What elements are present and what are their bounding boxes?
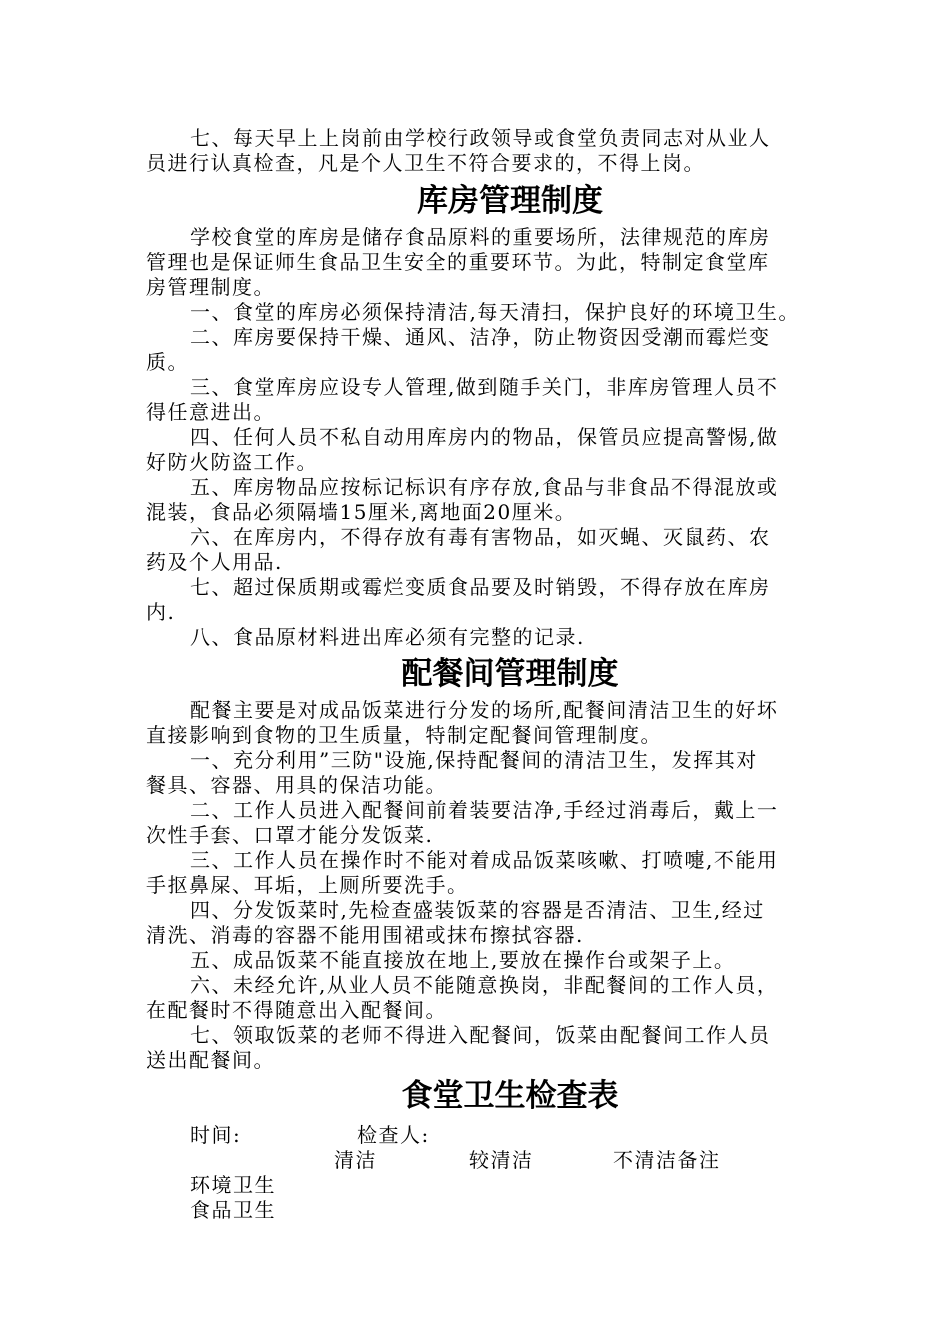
serving-rule-cont: 手抠鼻屎、耳垢，上厕所要洗手。 <box>146 873 469 897</box>
warehouse-rule-cont: 药及个人用品. <box>146 550 283 574</box>
warehouse-rule: 一、食堂的库房必须保持清洁,每天清扫，保护良好的环境卫生。 <box>190 300 800 324</box>
row-food-hygiene: 食品卫生 <box>190 1198 276 1222</box>
warehouse-rule-cont: 质。 <box>146 350 189 374</box>
column-clean: 清洁 <box>334 1148 377 1172</box>
intro-rule-line-1: 七、每天早上上岗前由学校行政领导或食堂负责同志对从业人 <box>190 126 771 150</box>
warehouse-rule-cont: 混装，食品必须隔墙15厘米,离地面20厘米。 <box>146 500 577 524</box>
serving-title: 配餐间管理制度 <box>401 656 619 692</box>
time-label: 时间: <box>190 1123 242 1147</box>
serving-rule-cont: 送出配餐间。 <box>146 1048 275 1072</box>
serving-rule: 六、未经允许,从业人员不能随意换岗，非配餐间的工作人员， <box>190 973 779 997</box>
serving-rule-cont: 在配餐时不得随意出入配餐间。 <box>146 998 447 1022</box>
warehouse-rule: 八、食品原材料进出库必须有完整的记录. <box>190 625 585 649</box>
serving-rule: 五、成品饭菜不能直接放在地上,要放在操作台或架子上。 <box>190 948 736 972</box>
warehouse-rule: 四、任何人员不私自动用库房内的物品，保管员应提高警惕,做 <box>190 425 779 449</box>
warehouse-rule: 二、库房要保持干燥、通风、洁净，防止物资因受潮而霉烂变 <box>190 325 771 349</box>
serving-rule-cont: 清洗、消毒的容器不能用围裙或抹布擦拭容器. <box>146 923 584 947</box>
serving-rule: 三、工作人员在操作时不能对着成品饭菜咳嗽、打喷嚏,不能用 <box>190 848 779 872</box>
serving-rule: 七、领取饭菜的老师不得进入配餐间，饭菜由配餐间工作人员 <box>190 1023 771 1047</box>
row-environment-hygiene: 环境卫生 <box>190 1173 276 1197</box>
inspector-label: 检查人: <box>357 1123 430 1147</box>
warehouse-rule: 三、食堂库房应设专人管理,做到随手关门，非库房管理人员不 <box>190 375 779 399</box>
warehouse-title: 库房管理制度 <box>417 183 603 219</box>
warehouse-intro-line: 管理也是保证师生食品卫生安全的重要环节。为此，特制定食堂库 <box>146 250 770 274</box>
warehouse-rule: 七、超过保质期或霉烂变质食品要及时销毁，不得存放在库房 <box>190 575 771 599</box>
column-fairly-clean: 较清洁 <box>469 1148 534 1172</box>
serving-rule: 一、充分利用”三防"设施,保持配餐间的清洁卫生，发挥其对 <box>190 748 758 772</box>
serving-rule: 二、工作人员进入配餐间前着装要洁净,手经过消毒后，戴上一 <box>190 798 779 822</box>
checklist-title: 食堂卫生检查表 <box>401 1078 619 1114</box>
warehouse-rule: 六、在库房内，不得存放有毒有害物品，如灭蝇、灭鼠药、农 <box>190 525 771 549</box>
serving-intro-line: 直接影响到食物的卫生质量，特制定配餐间管理制度。 <box>146 723 662 747</box>
serving-intro-line: 配餐主要是对成品饭菜进行分发的场所,配餐间清洁卫生的好坏 <box>190 698 779 722</box>
warehouse-rule-cont: 得任意进出。 <box>146 400 275 424</box>
warehouse-intro-line: 学校食堂的库房是储存食品原料的重要场所，法律规范的库房 <box>190 225 771 249</box>
warehouse-intro-line: 房管理制度。 <box>146 275 275 299</box>
warehouse-rule-cont: 好防火防盗工作。 <box>146 450 318 474</box>
warehouse-rule: 五、库房物品应按标记标识有序存放,食品与非食品不得混放或 <box>190 475 779 499</box>
serving-rule: 四、分发饭菜时,先检查盛装饭菜的容器是否清洁、卫生,经过 <box>190 898 765 922</box>
column-unclean-note: 不清洁备注 <box>613 1148 721 1172</box>
warehouse-rule-cont: 内. <box>146 600 176 624</box>
serving-rule-cont: 餐具、容器、用具的保洁功能。 <box>146 773 447 797</box>
serving-rule-cont: 次性手套、口罩才能分发饭菜. <box>146 823 434 847</box>
intro-rule-line-2: 员进行认真检查，凡是个人卫生不符合要求的，不得上岗。 <box>146 151 705 175</box>
